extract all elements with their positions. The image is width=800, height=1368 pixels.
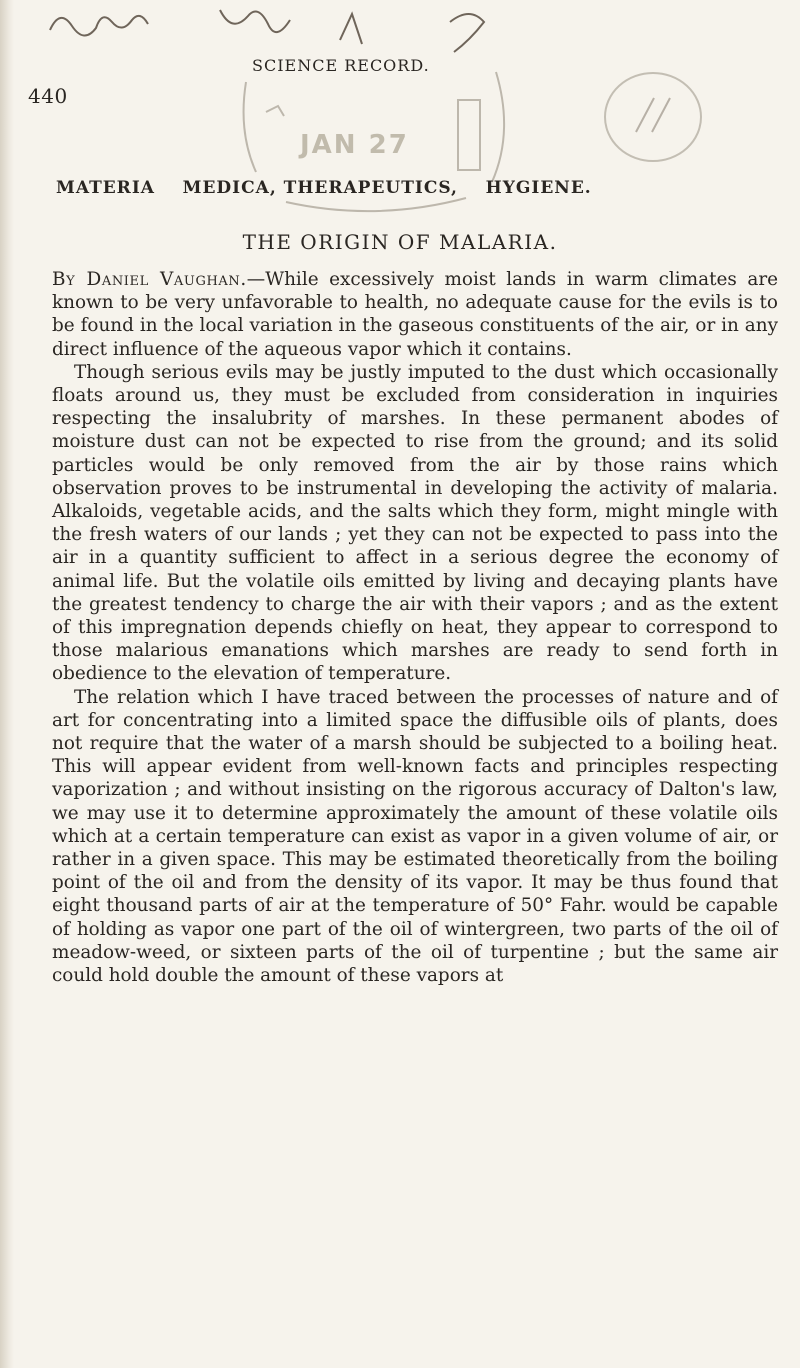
article-body [52, 268, 778, 987]
article-paragraph-text: —While excessively moist lands in warm climates are known to be very unfavorable to health, no adequate cause for the evils is to be found in the local variation in the gaseous constituents of the air, or in any direct influence of the aqueous vapor which it contains. [52, 269, 779, 360]
page-binding-edge [0, 0, 14, 1368]
article-byline: By Daniel Vaughan. [52, 269, 247, 290]
circular-stamp [598, 62, 708, 172]
running-head: SCIENCE RECORD. [252, 56, 430, 75]
section-heading [56, 178, 776, 198]
section-heading-right: HYGIENE. [485, 178, 592, 198]
stamp-date: JAN 27 [300, 130, 409, 160]
section-heading-left: MATERIA [56, 178, 155, 198]
article-paragraph: Though serious evils may be justly imputed to the dust which occasionally floats around us, they must be excluded from consideration in inquiries respecting the insalubrity of marshes. In these permanent abodes of moisture dust can not be expected to rise from the ground; and its solid particles would be only removed from the air by those rains which observation proves to be instrumental in developing the activity of malaria. Alkaloids, vegetable acids, and the salts which they form, might mingle with the fresh waters of our lands ; yet they can not be expected to pass into the air in a quantity sufficient to affect in a serious degree the economy of animal life. But the volatile oils emitted by living and decaying plants have the greatest tendency to charge the air with their vapors ; and as the extent of this impregnation depends chiefly on heat, they appear to correspond to those malarious emanations which marshes are ready to send forth in obedience to the elevation of temperature. [52, 361, 778, 685]
article-title: THE ORIGIN OF MALARIA. [242, 230, 558, 254]
section-heading-middle: MEDICA, THERAPEUTICS, [182, 178, 458, 198]
article-paragraph: The relation which I have traced between the processes of nature and of art for concentrating into a limited space the diffusible oils of plants, does not require that the water of a marsh should be subjected to a boiling heat. This will appear evident from well-known facts and principles respecting vaporization ; and without insisting on the rigorous accuracy of Dalton's law, we may use it to determine approximately the amount of these volatile oils which at a certain temperature can exist as vapor in a given volume of air, or rather in a given space. This may be estimated theoretically from the boiling point of the oil and from the density of its vapor. It may be thus found that eight thousand parts of air at the temperature of 50° Fahr. would be capable of holding as vapor one part of the oil of wintergreen, two parts of the oil of meadow-weed, or sixteen parts of the oil of turpentine ; but the same air could hold double the amount of these vapors at [52, 686, 778, 987]
article-paragraph [52, 268, 778, 361]
page-number: 440 [28, 84, 68, 108]
